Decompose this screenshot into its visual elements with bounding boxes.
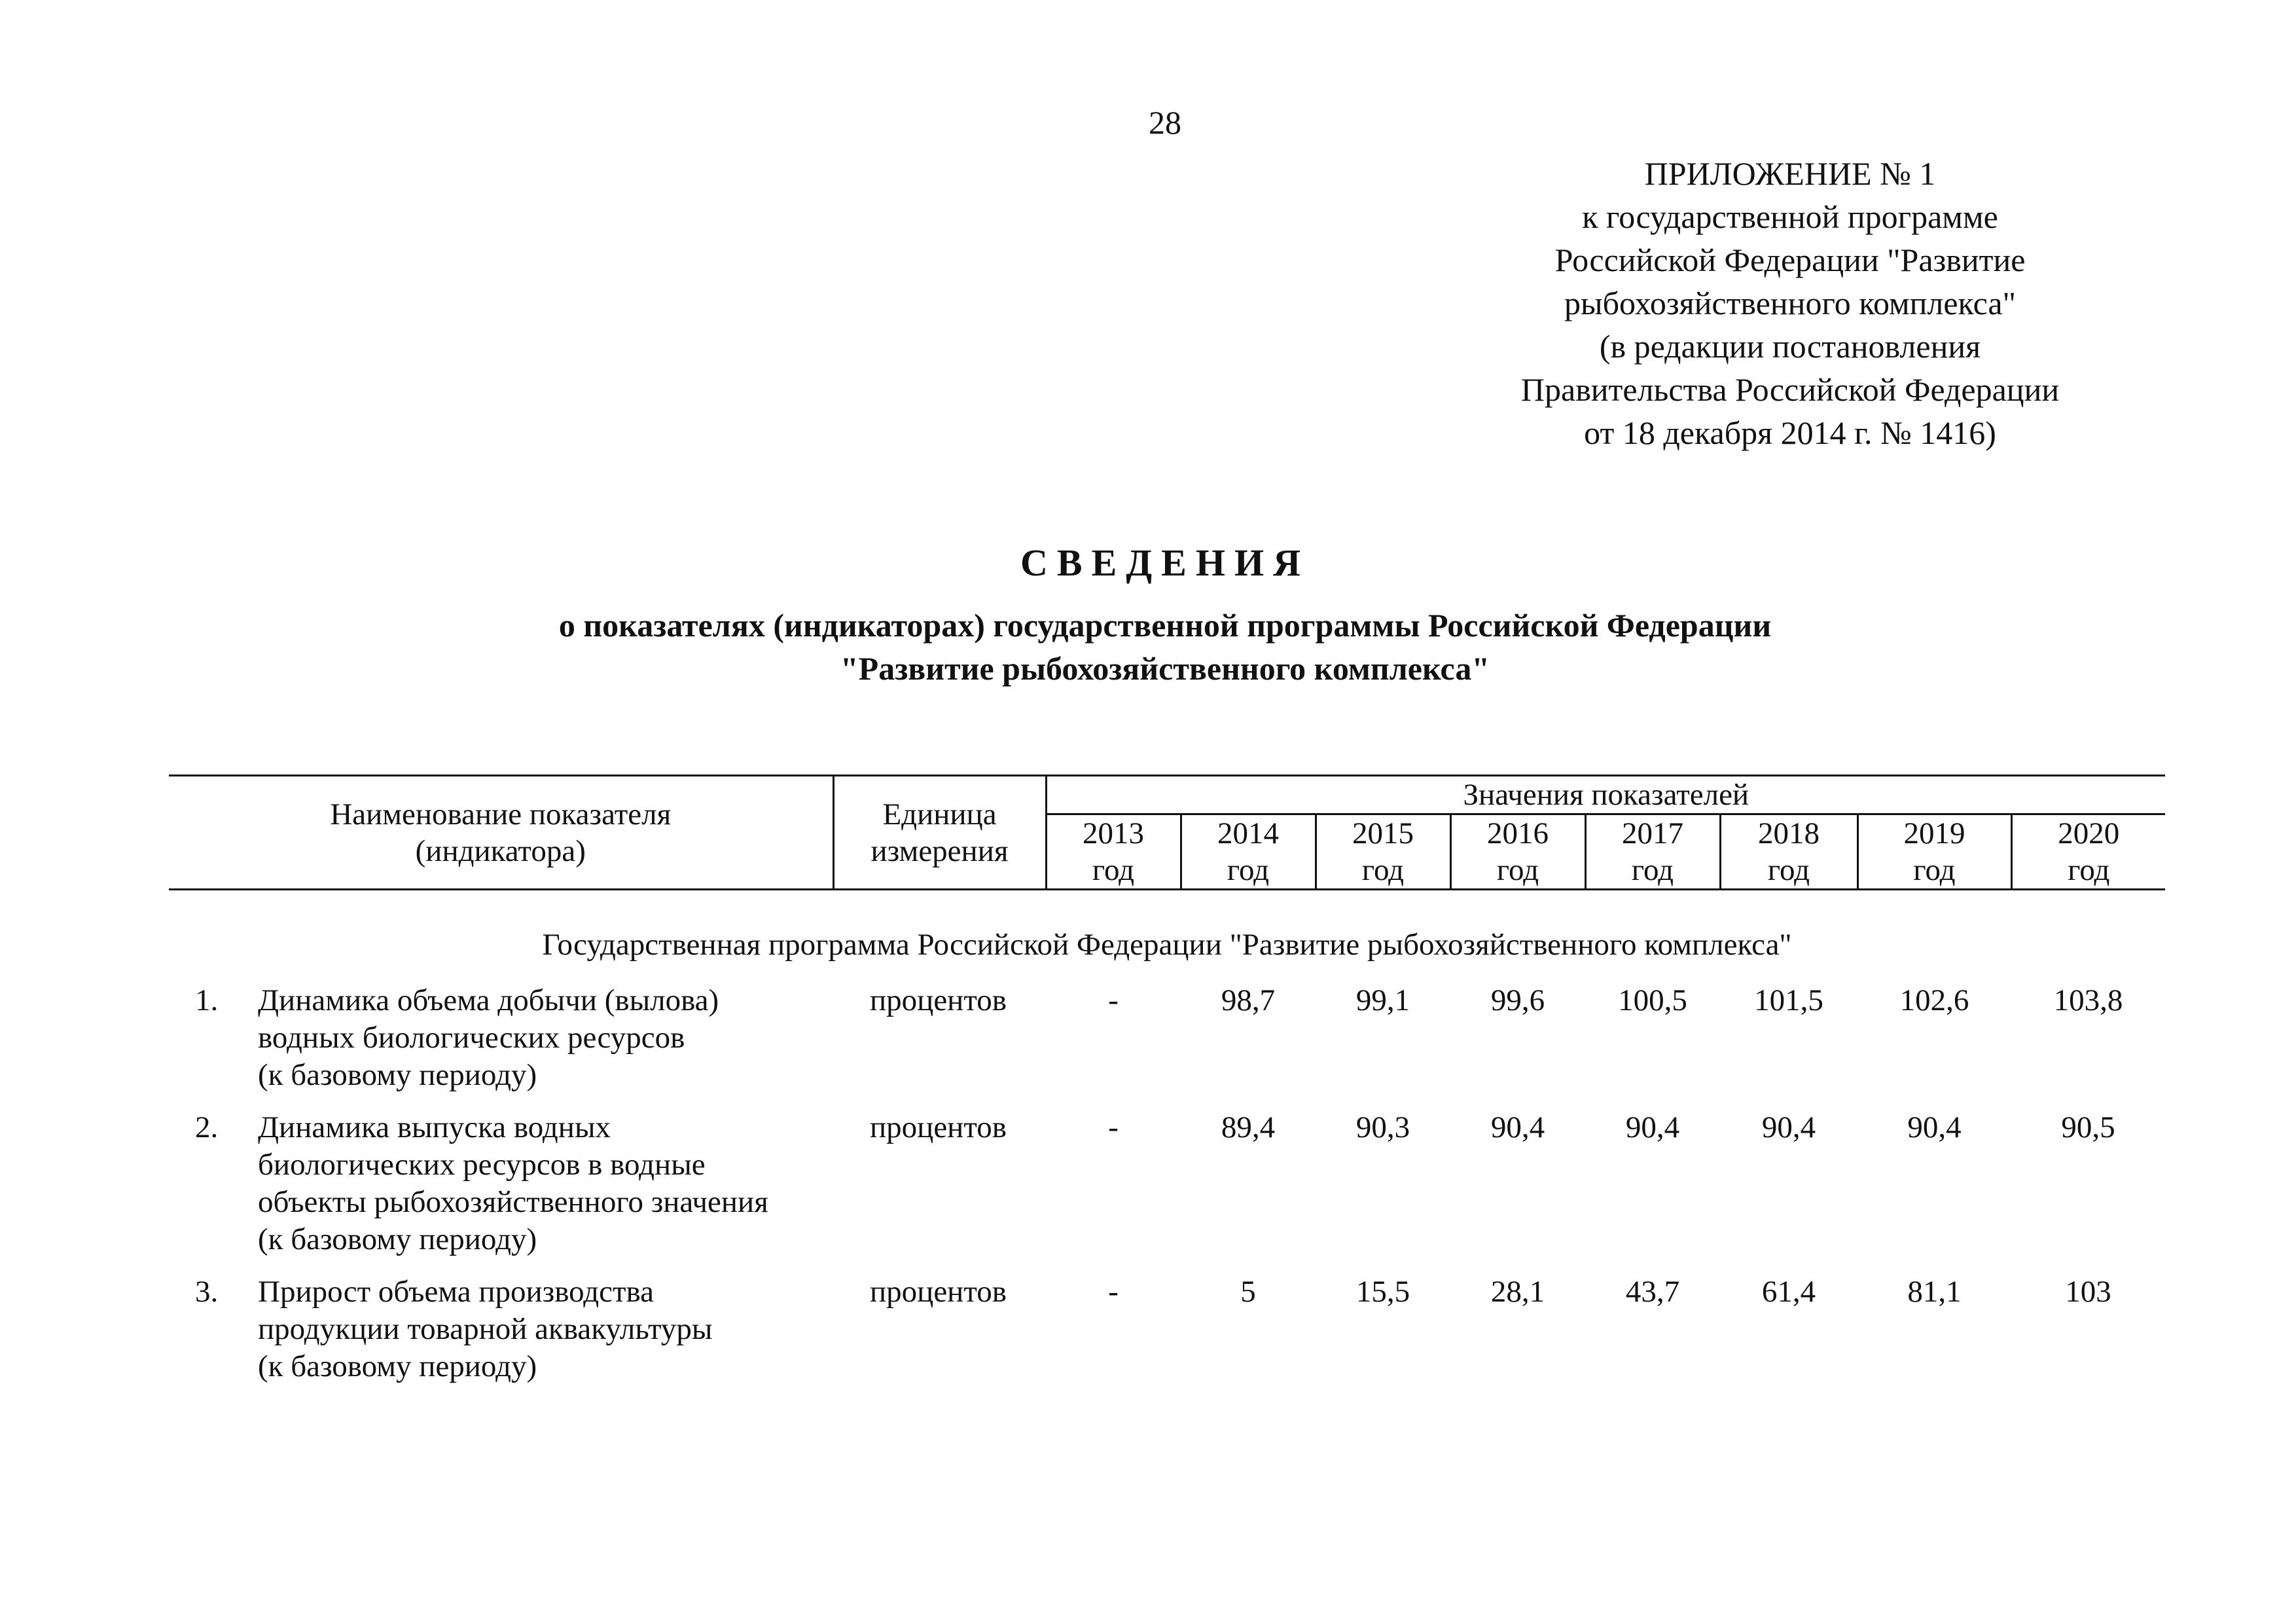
- indicator-name: [254, 1259, 833, 1386]
- value-cell: 98,7: [1221, 983, 1276, 1017]
- value-cell: 90,4: [1490, 1110, 1545, 1144]
- year-number: 2018: [1758, 816, 1820, 850]
- indicator-name-line: Динамика объема добычи (вылова): [258, 983, 719, 1017]
- indicator-name: [254, 1095, 833, 1259]
- subtitle-line: о показателях (индикаторах) государственной программы Российской Федерации: [558, 607, 1772, 644]
- header-year: [1857, 814, 2011, 890]
- table-row: [169, 1095, 2165, 1259]
- appendix-line: рыбохозяйственного комплекса": [1564, 285, 2016, 321]
- value-cell: 90,3: [1355, 1110, 1410, 1144]
- appendix-line: Правительства Российской Федерации: [1520, 371, 2060, 408]
- row-number: 3.: [195, 1275, 219, 1309]
- value-cell: -: [1108, 1110, 1119, 1144]
- indicator-name-line: Динамика выпуска водных: [258, 1110, 611, 1144]
- value-cell: 102,6: [1899, 983, 1969, 1017]
- value-cell: 81,1: [1907, 1275, 1962, 1309]
- year-label: год: [1767, 853, 1810, 887]
- year-number: 2015: [1352, 816, 1414, 850]
- indicator-name-line: Прирост объема производства: [258, 1275, 654, 1309]
- indicator-name-line: водных биологических ресурсов: [258, 1021, 685, 1055]
- indicator-name-line: (к базовому периоду): [258, 1349, 537, 1383]
- value-cell: 90,4: [1907, 1110, 1962, 1144]
- value-cell: 5: [1240, 1275, 1256, 1309]
- header-year: [1181, 814, 1316, 890]
- value-cell: 61,4: [1761, 1275, 1816, 1309]
- header-year: [1450, 814, 1585, 890]
- indicator-name-line: объекты рыбохозяйственного значения: [258, 1185, 768, 1219]
- indicator-name-line: биологических ресурсов в водные: [258, 1148, 706, 1182]
- appendix-line: к государственной программе: [1582, 198, 1998, 235]
- header-unit-line: Единица: [882, 797, 997, 831]
- year-number: 2014: [1217, 816, 1280, 850]
- header-unit: [833, 776, 1046, 890]
- appendix-title: ПРИЛОЖЕНИЕ № 1: [1644, 155, 1936, 192]
- unit-cell: процентов: [870, 1110, 1007, 1144]
- value-cell: 43,7: [1625, 1275, 1680, 1309]
- appendix-line: от 18 декабря 2014 г. № 1416): [1584, 414, 1996, 451]
- page-number: 28: [1149, 104, 1181, 141]
- indicators-table: [169, 775, 2165, 1386]
- row-number: 2.: [195, 1110, 219, 1144]
- year-label: год: [1631, 853, 1674, 887]
- indicator-name-line: продукции товарной аквакультуры: [258, 1312, 713, 1346]
- appendix-block: [1427, 152, 2153, 454]
- value-cell: 99,1: [1355, 983, 1410, 1017]
- unit-cell: процентов: [870, 983, 1007, 1017]
- header-values-group: Значения показателей: [1046, 776, 2165, 814]
- header-year: [1585, 814, 1720, 890]
- year-label: год: [1496, 853, 1539, 887]
- subtitle-line: "Развитие рыбохозяйственного комплекса": [840, 650, 1490, 687]
- year-number: 2016: [1487, 816, 1549, 850]
- indicator-name-line: (к базовому периоду): [258, 1222, 537, 1256]
- document-title: СВЕДЕНИЯ: [1020, 541, 1310, 584]
- value-cell: 101,5: [1754, 983, 1823, 1017]
- header-indicator-name: [169, 776, 833, 890]
- table-row: [169, 968, 2165, 1095]
- header-year: [2011, 814, 2165, 890]
- value-cell: 15,5: [1355, 1275, 1410, 1309]
- value-cell: 90,4: [1625, 1110, 1680, 1144]
- header-name-line: Наименование показателя: [330, 797, 672, 831]
- document-subtitle: [0, 604, 2296, 690]
- row-number: 1.: [195, 983, 219, 1017]
- indicator-name: [254, 968, 833, 1095]
- header-unit-line: измерения: [870, 833, 1009, 868]
- indicator-name-line: (к базовому периоду): [258, 1058, 537, 1092]
- header-year: [1720, 814, 1857, 890]
- appendix-line: Российской Федерации "Развитие: [1554, 242, 2026, 278]
- table-row: [169, 1259, 2165, 1386]
- value-cell: 103: [2065, 1275, 2111, 1309]
- unit-cell: процентов: [870, 1275, 1007, 1309]
- value-cell: 90,5: [2061, 1110, 2115, 1144]
- header-year: [1316, 814, 1450, 890]
- value-cell: -: [1108, 1275, 1119, 1309]
- value-cell: 103,8: [2053, 983, 2123, 1017]
- section-row: [169, 890, 2165, 968]
- value-cell: 89,4: [1221, 1110, 1276, 1144]
- year-number: 2019: [1903, 816, 1965, 850]
- table-header-row: [169, 776, 2165, 814]
- header-year: [1046, 814, 1181, 890]
- value-cell: 100,5: [1618, 983, 1687, 1017]
- section-title: Государственная программа Российской Федерации "Развитие рыбохозяйственного комплекса": [542, 928, 1792, 962]
- value-cell: 28,1: [1490, 1275, 1545, 1309]
- header-name-line: (индикатора): [415, 833, 586, 868]
- year-label: год: [1092, 853, 1135, 887]
- year-number: 2020: [2058, 816, 2120, 850]
- year-label: год: [1913, 853, 1956, 887]
- value-cell: 90,4: [1761, 1110, 1816, 1144]
- appendix-line: (в редакции постановления: [1599, 328, 1981, 365]
- value-cell: -: [1108, 983, 1119, 1017]
- year-label: год: [2068, 853, 2110, 887]
- year-label: год: [1361, 853, 1405, 887]
- year-number: 2013: [1083, 816, 1145, 850]
- value-cell: 99,6: [1490, 983, 1545, 1017]
- year-label: год: [1227, 853, 1270, 887]
- year-number: 2017: [1622, 816, 1684, 850]
